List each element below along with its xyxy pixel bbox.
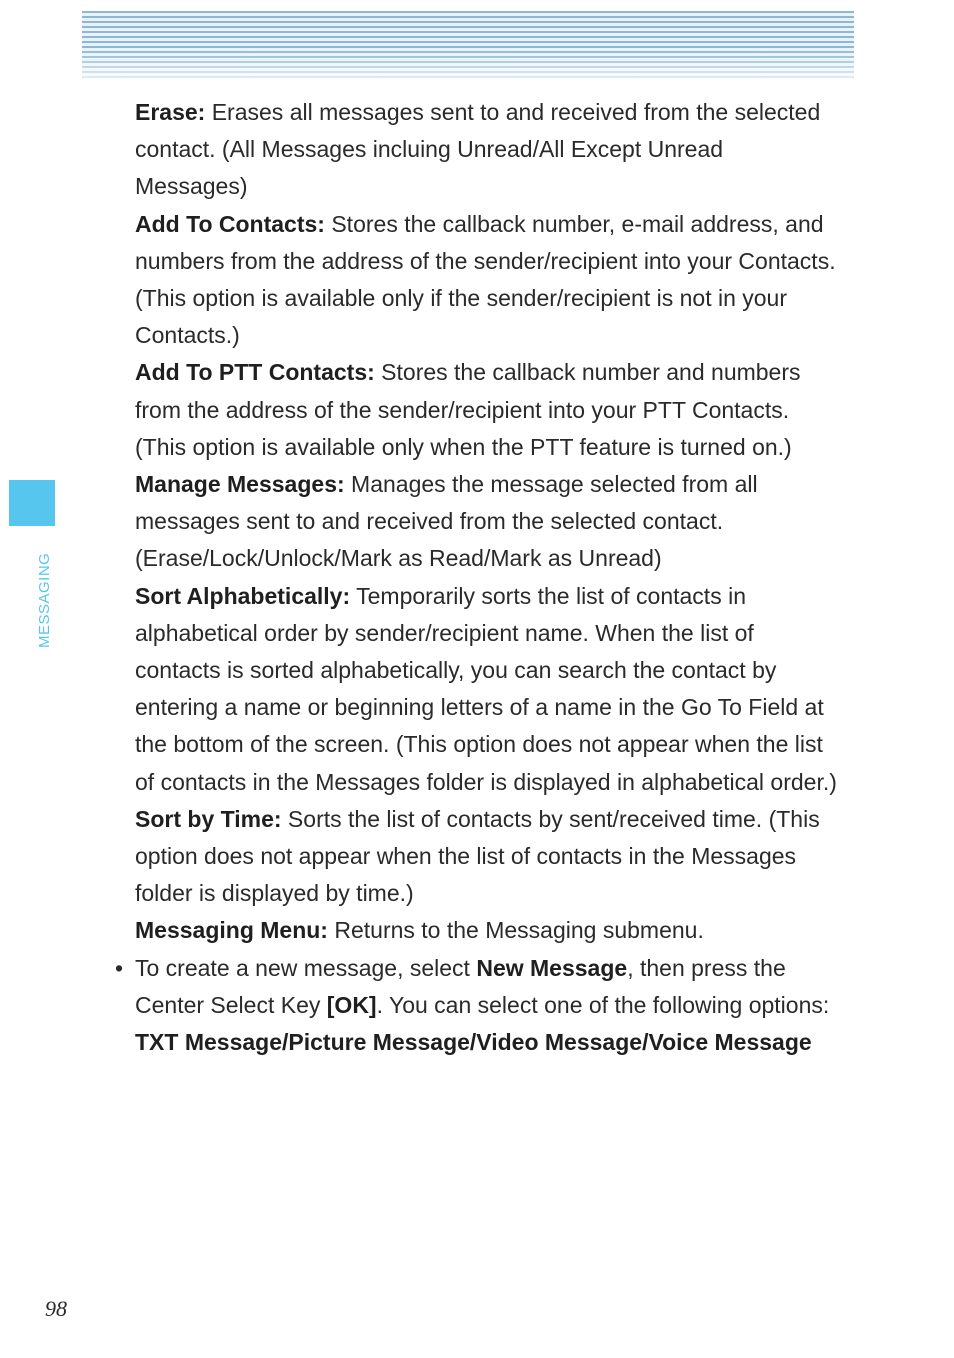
option-add-to-contacts xyxy=(135,206,840,355)
option-sort-alphabetically xyxy=(135,578,840,801)
option-messaging-menu xyxy=(135,912,840,949)
new-message-term: New Message xyxy=(476,954,628,981)
option-description: Erases all messages sent to and received from the selected contact. (All Messages incluing Unread/All Except Unread Messages) xyxy=(135,99,821,200)
option-term: Manage Messages: xyxy=(135,471,345,498)
option-manage-messages xyxy=(135,466,840,578)
option-term: Add To PTT Contacts: xyxy=(135,359,375,386)
option-term: Erase: xyxy=(135,99,206,125)
bullet-text: . You can select one of the following options: xyxy=(376,991,830,1018)
option-description: Returns to the Messaging submenu. xyxy=(327,917,704,944)
option-description: Temporarily sorts the list of contacts in alphabetical order by sender/recipient name. When the list of contacts is sorted alphabetically, you can search the contact by entering a name or beginning letters of a name in the Go To Field at the bottom of the screen. (This option does not appear when the list of contacts in the Messages folder is displayed in alphabetical order.) xyxy=(135,582,837,795)
option-term: Add To Contacts: xyxy=(135,210,325,237)
bullet-marker: • xyxy=(115,954,124,981)
bullet-text: To create a new message, select xyxy=(135,954,477,981)
option-add-to-ptt-contacts xyxy=(135,354,840,466)
option-term: Sort Alphabetically: xyxy=(135,582,351,609)
section-label: MESSAGING xyxy=(36,552,53,648)
option-description: Manages the message selected from all messages sent to and received from the selected contact. (Erase/Lock/Unlock/Mark as Read/Mark as Unread) xyxy=(135,471,758,572)
option-erase xyxy=(135,94,840,206)
ok-key-term: [OK] xyxy=(326,991,377,1018)
option-description: Sorts the list of contacts by sent/received time. (This option does not appear when the list of contacts in the Messages folder is displayed by time.) xyxy=(135,805,820,907)
section-tab-marker xyxy=(9,480,55,526)
option-sort-by-time xyxy=(135,801,840,913)
page-number: 98 xyxy=(45,1296,67,1321)
header-decorative-band xyxy=(82,11,854,79)
option-term: Messaging Menu: xyxy=(135,917,328,944)
option-description: Stores the callback number and numbers from the address of the sender/recipient into your PTT Contacts. (This option is available only when the PTT feature is turned on.) xyxy=(135,359,801,460)
bullet-create-message xyxy=(115,950,840,1024)
option-term: Sort by Time: xyxy=(135,805,282,832)
page-content xyxy=(115,94,840,1061)
message-types xyxy=(135,1024,840,1061)
option-description: Stores the callback number, e-mail address, and numbers from the address of the sender/recipient into your Contacts. (This option is available only if the sender/recipient is not in your Contacts.) xyxy=(135,210,836,349)
bullet-text: , then press the Center Select Key xyxy=(135,954,786,1018)
message-types-list: TXT Message/Picture Message/Video Message/Voice Message xyxy=(135,1029,812,1056)
